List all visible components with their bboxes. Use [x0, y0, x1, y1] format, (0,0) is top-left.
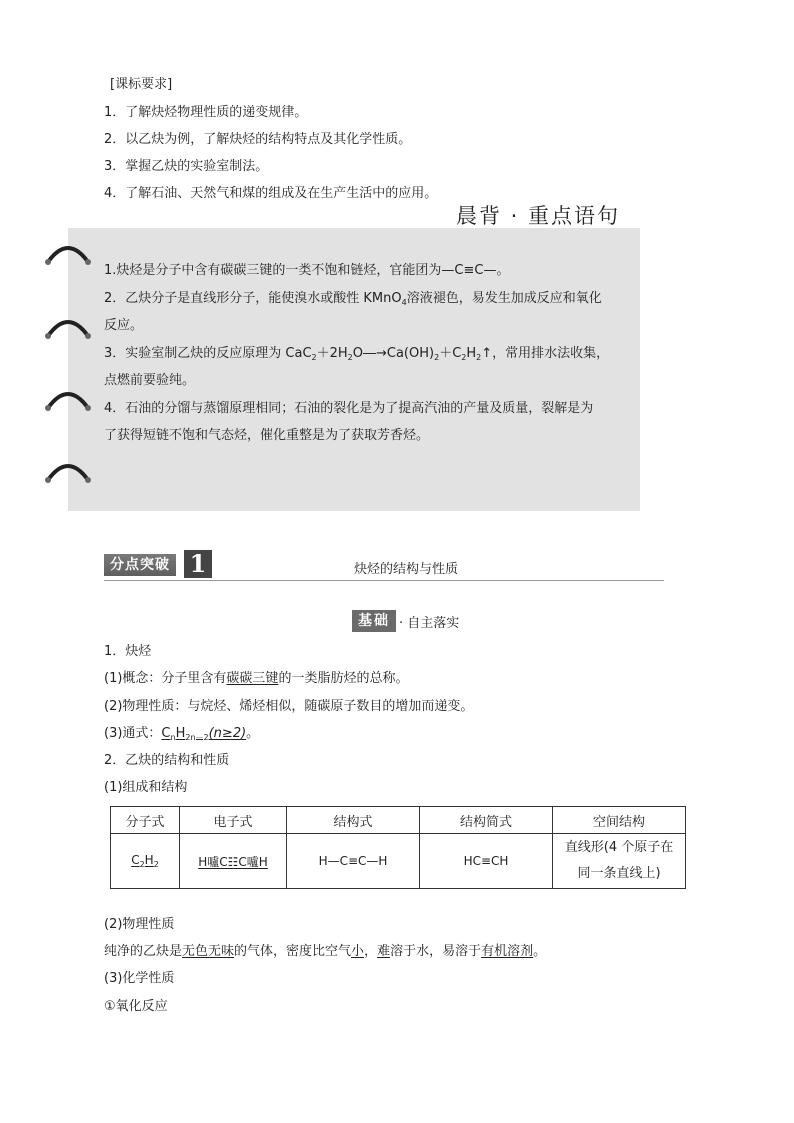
key-sentence-3b: 点燃前要验纯。 [104, 373, 196, 388]
heading-alkyne: 1．炔烃 [104, 644, 152, 659]
table-cell-electron: H嚧C☷C嚧H [180, 834, 287, 889]
section-tag: 分点突破 [104, 554, 176, 576]
key-sentence-4a: 4．石油的分馏与蒸馏原理相同；石油的裂化是为了提高汽油的产量及质量，裂解是为 [104, 401, 594, 416]
requirement-item-2: 2．以乙炔为例，了解炔烃的结构特点及其化学性质。 [104, 132, 412, 147]
oxidation-heading: ①氧化反应 [104, 999, 168, 1014]
table-header: 结构式 [287, 807, 420, 834]
table-cell-formula: $C_2H_2$ [111, 834, 180, 889]
key-sentence-3a: 3．实验室制乙炔的反应原理为 $CaC_2+2H_2O―\to Ca(OH)_2+C_2H_2↑$，常用排水法收集， [104, 346, 610, 362]
composition-heading: (1)组成和结构 [104, 780, 188, 795]
key-sentences-box [68, 228, 640, 511]
key-sentences-title: 晨背 · 重点语句 [456, 204, 621, 228]
physical-heading: (2)物理性质 [104, 917, 175, 932]
requirements-heading: [课标要求] [110, 77, 173, 92]
table-header: 电子式 [180, 807, 287, 834]
alkyne-concept: (1)概念：分子里含有碳碳三键的一类脂肪烃的总称。 [104, 671, 409, 686]
table-header: 结构简式 [420, 807, 553, 834]
binder-ring-icon [44, 458, 92, 484]
table-cell-structural: H—C≡C—H [287, 834, 420, 889]
section-title: 炔烃的结构与性质 [354, 562, 459, 577]
key-sentence-2b: 反应。 [104, 318, 144, 333]
section-number: 1 [184, 550, 212, 578]
requirement-item-1: 1．了解炔烃物理性质的递变规律。 [104, 105, 308, 120]
table-header: 空间结构 [553, 807, 686, 834]
binder-ring-icon [44, 314, 92, 340]
heading-acetylene: 2．乙炔的结构和性质 [104, 753, 230, 768]
structure-table [110, 806, 686, 889]
section-banner [104, 548, 664, 581]
requirement-item-4: 4．了解石油、天然气和煤的组成及在生产生活中的应用。 [104, 186, 438, 201]
alkyne-physical: (2)物理性质：与烷烃、烯烃相似，随碳原子数目的增加而递变。 [104, 699, 474, 714]
key-sentence-2a: 2．乙炔分子是直线形分子，能使溴水或酸性 KMnO$_4$溶液褪色，易发生加成反应和氧化 [104, 291, 602, 307]
chemical-heading: (3)化学性质 [104, 971, 175, 986]
basics-tag: 基础 [352, 610, 396, 632]
binder-ring-icon [44, 240, 92, 266]
key-sentence-1: 1.炔烃是分子中含有碳碳三键的一类不饱和链烃，官能团为—C≡C—。 [104, 263, 510, 278]
table-header-row [111, 807, 686, 834]
table-row [111, 834, 686, 889]
binder-ring-icon [44, 386, 92, 412]
physical-description: 纯净的乙炔是无色无味的气体，密度比空气小，难溶于水，易溶于有机溶剂。 [104, 944, 547, 959]
key-sentence-4b: 了获得短链不饱和气态烃，催化重整是为了获取芳香烃。 [104, 428, 430, 443]
requirement-item-3: 3．掌握乙炔的实验室制法。 [104, 159, 269, 174]
table-cell-space: 直线形(4 个原子在 同一条直线上) [553, 834, 686, 889]
basics-label: · 自主落实 [399, 616, 460, 631]
table-cell-simple: HC≡CH [420, 834, 553, 889]
alkyne-general-formula: (3)通式：$C_nH_{2n-2}(n\ge 2)$。 [104, 726, 260, 742]
table-header: 分子式 [111, 807, 180, 834]
